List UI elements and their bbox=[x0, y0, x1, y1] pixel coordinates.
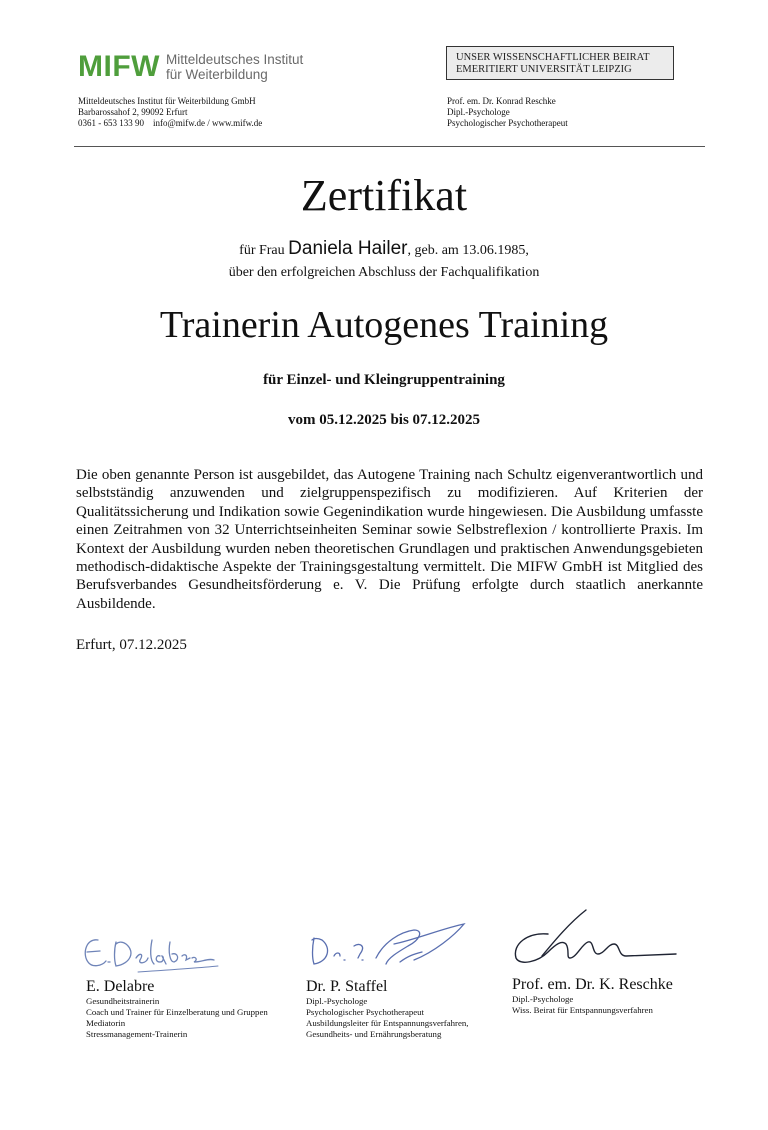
signatory-detail: Psychologischer Psychotherapeut bbox=[306, 1007, 425, 1017]
signatory-detail: Dipl.-Psychologe bbox=[306, 996, 368, 1006]
advisor-title: Psychologischer Psychotherapeut bbox=[447, 118, 568, 128]
header-divider bbox=[74, 146, 705, 147]
qualification-title: Trainerin Autogenes Training bbox=[159, 304, 609, 346]
signatory-detail: Ausbildungsleiter für Entspannungsverfahren, bbox=[306, 1018, 469, 1028]
signatory-name: Prof. em. Dr. K. Reschke bbox=[512, 976, 673, 993]
certificate-title: Zertifikat bbox=[300, 171, 468, 220]
recipient-name: Daniela Hailer bbox=[288, 238, 408, 259]
logo-name-line1: Mitteldeutsches Institut bbox=[165, 52, 304, 67]
completion-line: über den erfolgreichen Abschluss der Fachqualifikation bbox=[228, 265, 540, 280]
recipient-line bbox=[0, 240, 768, 260]
signatory-detail: Mediatorin bbox=[86, 1018, 126, 1028]
signatory-detail: Gesundheitstrainerin bbox=[86, 996, 160, 1006]
signatory-delabre bbox=[86, 978, 268, 1040]
signatory-detail: Dipl.-Psychologe bbox=[512, 994, 574, 1004]
signature-reschke bbox=[508, 904, 688, 968]
qualification-scope: für Einzel- und Kleingruppentraining bbox=[263, 372, 505, 388]
advisor-name: Prof. em. Dr. Konrad Reschke bbox=[447, 96, 556, 106]
signatory-name: Dr. P. Staffel bbox=[306, 978, 388, 995]
signatory-detail: Stressmanagement-Trainerin bbox=[86, 1029, 188, 1039]
place-and-date: Erfurt, 07.12.2025 bbox=[76, 637, 187, 653]
certificate-body-text: Die oben genannte Person ist ausgebildet, das Autogene Training nach Schultz eigenverantwortlich und selbstständig anzuwenden und zielgruppenspezifisch zu modifizieren. Auf Kriterien der Qualitätssicherung und Indikation sowie Gegenindikation wurde hingewiesen. Die Ausbildung umfasste einen Zeitrahmen von 32 Unterrichtseinheiten Seminar sowie Selbstreflexion / kontrollierte Praxis. Im Kontext der Ausbildung wurden neben theoretischen Grundlagen und praktischen Anwendungsgebieten methodisch-didaktische Aspekte der Trainingsgestaltung vermittelt. Die MIFW GmbH ist Mitglied des Berufsverbandes Gesundheitsförderung e. V. Die Prüfung erfolgte durch staatlich anerkannte Ausbildende. bbox=[76, 467, 703, 612]
signatory-staffel bbox=[306, 978, 468, 1040]
signatory-detail: Coach und Trainer für Einzelberatung und Gruppen bbox=[86, 1007, 268, 1017]
signature-delabre bbox=[78, 928, 228, 974]
advisory-board-box bbox=[446, 46, 674, 80]
institute-contact: 0361 - 653 133 90 info@mifw.de / www.mifw.de bbox=[78, 118, 263, 128]
advisor-degree: Dipl.-Psychologe bbox=[447, 107, 510, 117]
logo-name-line2: für Weiterbildung bbox=[165, 67, 268, 82]
logo-mark: MIFW bbox=[78, 50, 160, 83]
institute-address bbox=[78, 96, 262, 129]
advisory-board-line1: UNSER WISSENSCHAFTLICHER BEIRAT bbox=[456, 52, 650, 63]
signatory-detail: Wiss. Beirat für Entspannungsverfahren bbox=[512, 1005, 653, 1015]
signatory-name: E. Delabre bbox=[86, 978, 155, 995]
logo-name bbox=[166, 52, 303, 82]
institute-street: Barbarossahof 2, 99092 Erfurt bbox=[78, 107, 188, 117]
signature-staffel bbox=[304, 918, 474, 974]
recipient-prefix: für Frau bbox=[239, 243, 285, 258]
advisory-board-line2: EMERITIERT UNIVERSITÄT LEIPZIG bbox=[456, 64, 632, 75]
course-period: vom 05.12.2025 bis 07.12.2025 bbox=[287, 412, 481, 428]
institute-name: Mitteldeutsches Institut für Weiterbildung GmbH bbox=[78, 96, 256, 106]
mifw-logo bbox=[78, 52, 303, 82]
recipient-birthdate: , geb. am 13.06.1985, bbox=[407, 243, 529, 258]
signatory-reschke bbox=[512, 976, 673, 1016]
signatory-detail: Gesundheits- und Ernährungsberatung bbox=[306, 1029, 442, 1039]
advisor-address bbox=[447, 96, 568, 129]
